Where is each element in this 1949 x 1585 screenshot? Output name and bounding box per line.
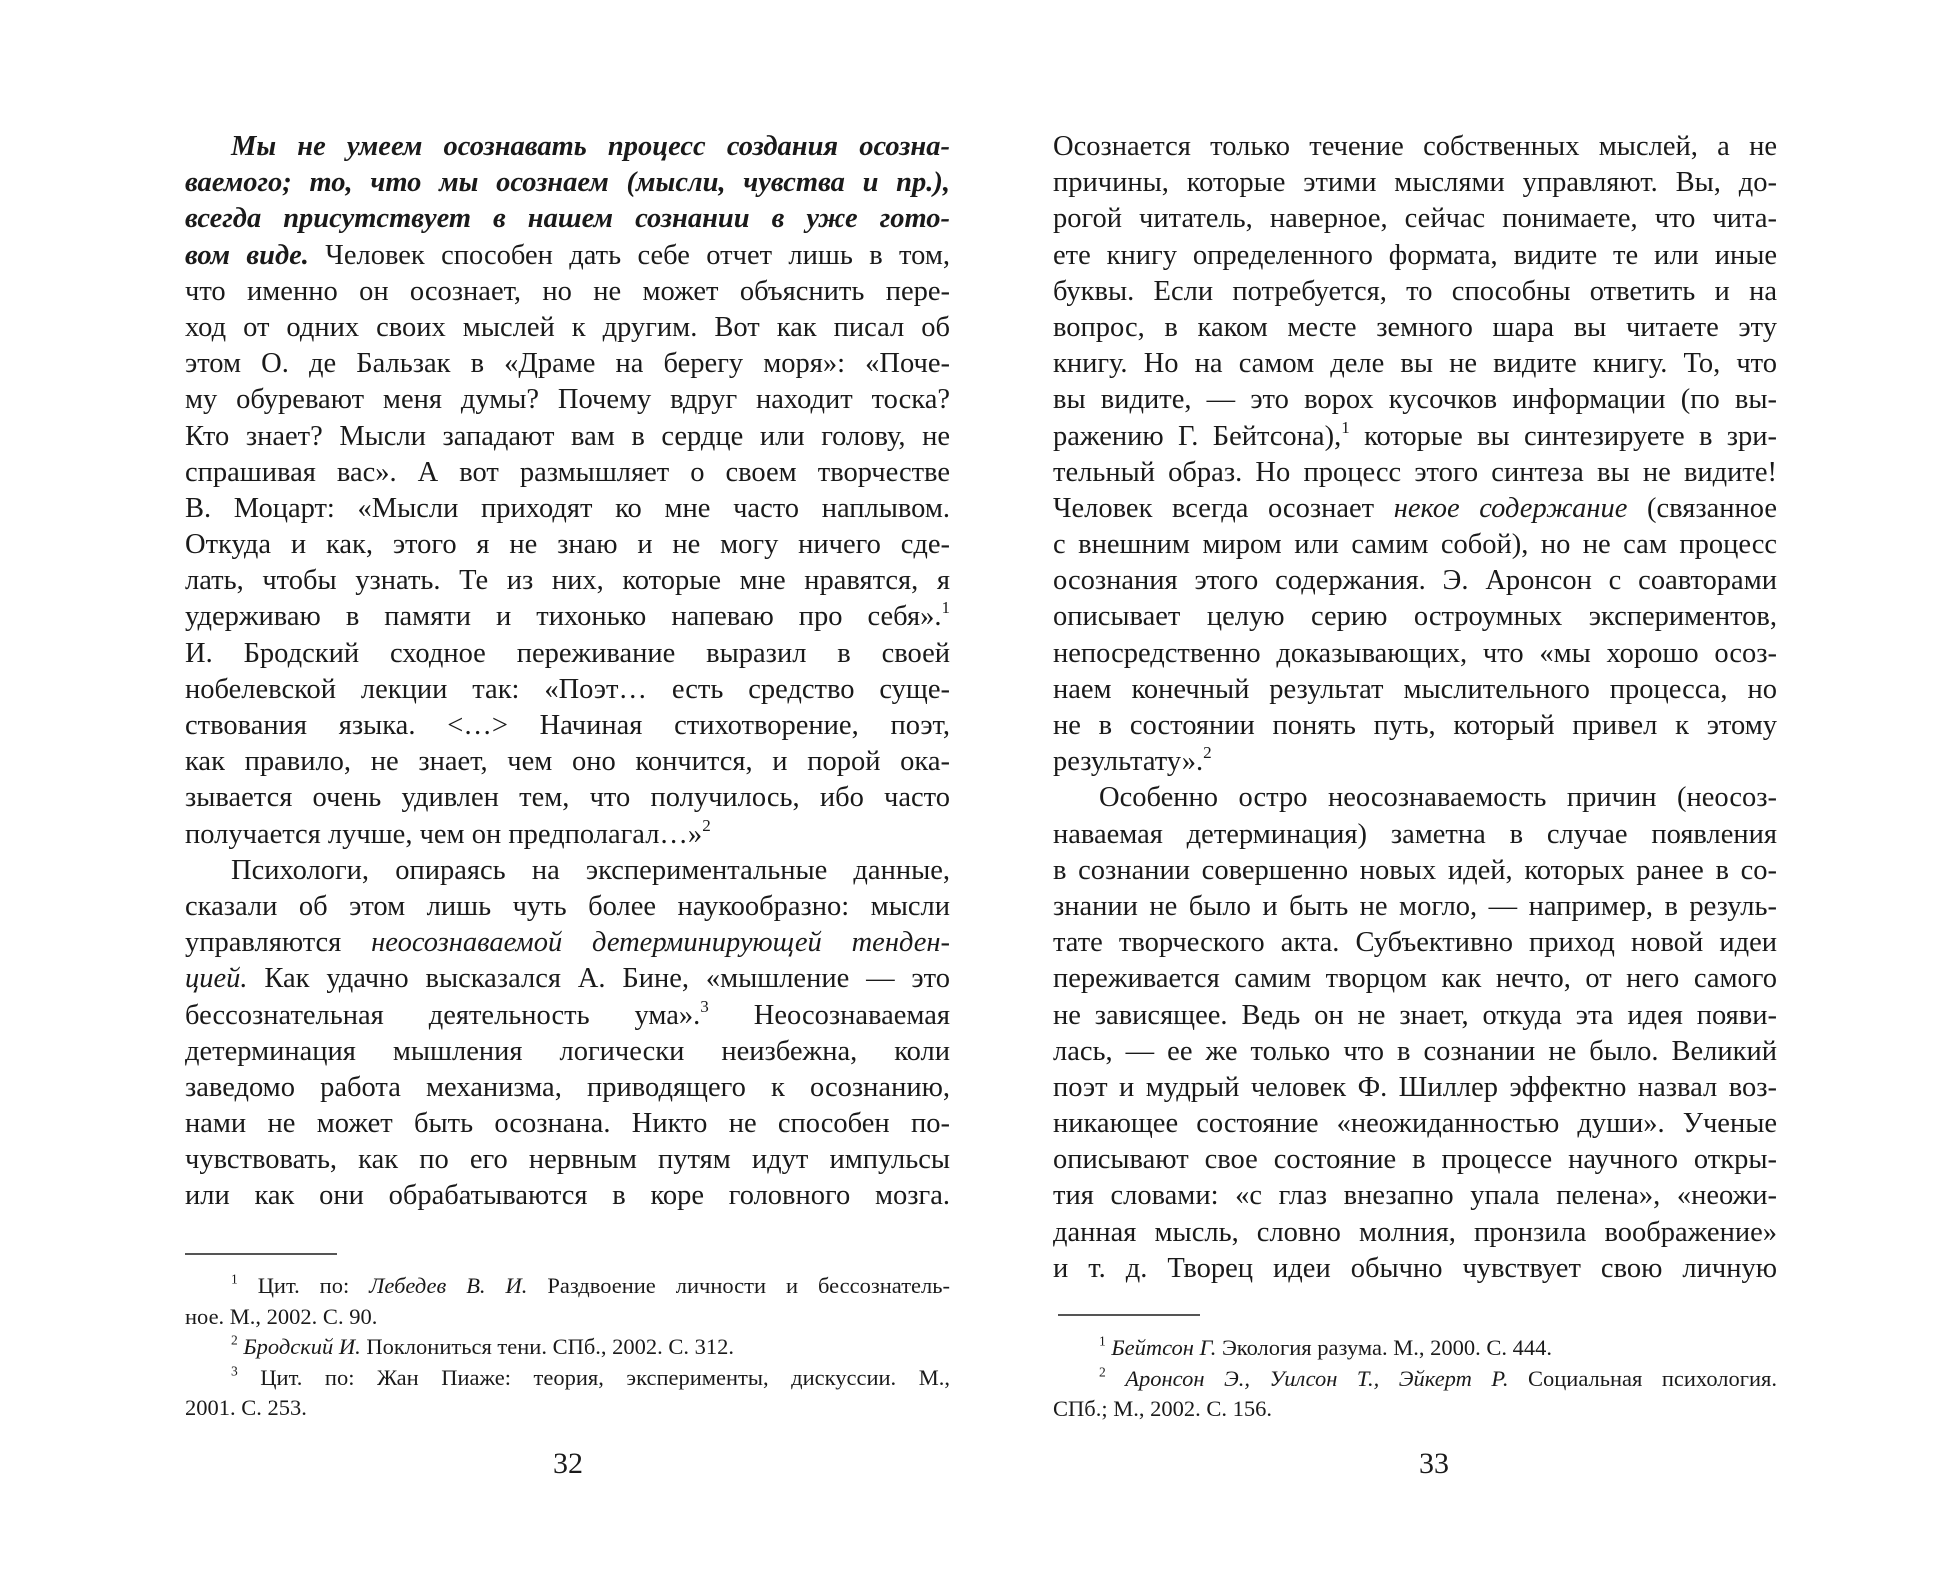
text-run: Как удачно высказался А. Бине, «мышление — это (247, 963, 950, 995)
text-run: получается лучше, чем он предполагал…» (185, 818, 703, 850)
emphasized-text: Бейтсон Г. (1111, 1335, 1217, 1360)
text-line (185, 274, 950, 310)
text-line (185, 780, 950, 816)
footnote-line (185, 1363, 950, 1394)
left-page-body (185, 129, 950, 1215)
text-line (185, 527, 950, 563)
text-run: ное. М., 2002. С. 90. (185, 1303, 378, 1329)
text-run: Кто знает? Мысли западают вам в сердце или голову, не (185, 420, 950, 452)
text-line (185, 599, 950, 635)
footnote-line (1053, 1333, 1777, 1364)
footnote-line (1053, 1394, 1777, 1425)
text-line (1053, 1070, 1777, 1106)
text-run: заведомо работа механизма, приводящего к осознанию, (185, 1071, 950, 1103)
text-line (1053, 527, 1777, 563)
text-run (1106, 1366, 1126, 1391)
text-run: В. Моцарт: «Мысли приходят ко мне часто наплывом. (185, 492, 950, 524)
text-run: рогой читатель, наверное, сейчас понимаете, что чита- (1053, 203, 1777, 235)
text-run: не в состоянии понять путь, который привел к этому (1053, 710, 1777, 741)
text-line (1053, 744, 1777, 780)
text-run: И. Бродский сходное переживание выразил в своей (185, 637, 950, 669)
text-run: вы видите, — это ворох кусочков информации (по вы- (1053, 384, 1777, 416)
text-line (185, 1106, 950, 1142)
text-line (185, 419, 950, 455)
text-run: результату». (1053, 746, 1204, 778)
text-line (1053, 1178, 1777, 1214)
text-run: знании не было и быть не могло, — например, в резуль- (1053, 890, 1777, 922)
footnote-marker: 1 (1341, 417, 1350, 437)
text-run: наем конечный результат мыслительного процесса, но (1053, 673, 1777, 705)
text-line (1053, 925, 1777, 961)
text-run: управляются (185, 927, 372, 959)
emphasized-text: Мы не умеем осознавать процесс создания осозна- (231, 131, 950, 162)
text-run: описывают свое состояние в процессе научного откры- (1053, 1144, 1777, 1176)
text-line (185, 1034, 950, 1070)
text-line (185, 310, 950, 346)
emphasized-text: некое содержание (1393, 492, 1628, 524)
emphasized-text: вом виде. (185, 239, 309, 271)
text-run: буквы. Если потребуется, то способны ответить и на (1053, 275, 1777, 307)
text-run: СПб.; М., 2002. С. 156. (1053, 1396, 1272, 1421)
text-run: осознания этого содержания. Э. Аронсон с соавторами (1053, 565, 1777, 597)
text-line (1053, 238, 1777, 274)
text-line (1053, 165, 1777, 201)
text-run: сказали об этом лишь чуть более наукообразно: мысли (185, 890, 950, 922)
text-line (185, 672, 950, 708)
text-line (185, 889, 950, 925)
page-number-right: 33 (1419, 1447, 1449, 1480)
text-line (1053, 1142, 1777, 1178)
emphasized-text: Лебедев В. И. (369, 1273, 528, 1298)
text-line (1053, 708, 1777, 744)
text-line (185, 201, 950, 237)
text-line (185, 491, 950, 527)
footnote-marker: 2 (702, 815, 711, 835)
text-run: 2001. С. 253. (185, 1395, 307, 1420)
emphasized-text: неосознаваемой детерминирующей тенден- (371, 927, 950, 959)
text-run: тельный образ. Но процесс этого синтеза вы не видите! (1053, 456, 1777, 488)
text-line (185, 563, 950, 599)
text-run: с внешним миром или самим собой), но не сам процесс (1053, 529, 1777, 561)
emphasized-text: ваемого; то, что мы осознаем (мысли, чувства и пр.), (185, 167, 950, 199)
footnote-marker: 2 (1203, 743, 1212, 763)
page-number-left: 32 (553, 1447, 583, 1480)
text-run: в сознании совершенно новых идей, которых ранее в со- (1053, 854, 1777, 886)
text-line (1053, 672, 1777, 708)
text-run: Поклониться тени. СПб., 2002. С. 312. (360, 1334, 735, 1359)
text-run: му обуревают меня думы? Почему вдруг находит тоска? (185, 384, 950, 416)
text-line (1053, 563, 1777, 599)
footnote-marker: 3 (231, 1363, 238, 1379)
text-run: зывается очень удивлен тем, что получилось, ибо часто (185, 782, 950, 814)
text-run: как правило, не знает, чем оно кончится, и порой ока- (185, 746, 950, 778)
text-run: Человек способен дать себе отчет лишь в том, (308, 239, 950, 271)
footnote-separator-right (1058, 1314, 1200, 1316)
text-line (1053, 419, 1777, 455)
text-run: что именно он осознает, но не может объяснить пере- (185, 275, 950, 307)
text-run: чувствовать, как по его нервным путям идут импульсы (185, 1144, 950, 1176)
text-line (185, 165, 950, 201)
text-run: книгу. Но на самом деле вы не видите книгу. То, что (1053, 348, 1777, 380)
text-run: наваемая детерминация) заметна в случае появления (1053, 818, 1777, 850)
text-line (1053, 346, 1777, 382)
text-line (185, 925, 950, 961)
text-run: Раздвоение личности и бессознатель- (527, 1273, 950, 1298)
text-line (1053, 889, 1777, 925)
footnote-line (185, 1302, 950, 1333)
text-line (1053, 961, 1777, 997)
text-run: бессознательная деятельность ума». (185, 999, 701, 1031)
text-line (185, 346, 950, 382)
text-line (185, 817, 950, 853)
footnote-line (185, 1271, 950, 1302)
text-run: переживается самим творцом как нечто, от него самого (1053, 963, 1777, 995)
text-run: Социальная психология. (1508, 1365, 1778, 1391)
text-line (185, 708, 950, 744)
text-run: нами не может быть осознана. Никто не способен по- (185, 1108, 950, 1140)
text-run: не зависящее. Ведь он не знает, откуда эта идея появи- (1053, 999, 1777, 1031)
text-run: ствования языка. <…> Начиная стихотворение, поэт, (185, 710, 950, 741)
text-run: Неосознаваемая (708, 999, 950, 1031)
text-run: Осознается только течение собственных мыслей, а не (1053, 131, 1777, 162)
text-run: поэт и мудрый человек Ф. Шиллер эффектно назвал воз- (1053, 1071, 1777, 1103)
text-line (1053, 599, 1777, 635)
text-line (1053, 1106, 1777, 1142)
text-line (185, 455, 950, 491)
text-run: детерминация мышления логически неизбежна, коли (185, 1035, 950, 1067)
text-line (185, 1178, 950, 1214)
text-run: ражению Г. Бейтсона), (1053, 420, 1342, 452)
footnote-marker: 3 (700, 996, 709, 1016)
text-line (1053, 201, 1777, 237)
text-line (1053, 491, 1777, 527)
text-run: которые вы синтезируете в зри- (1349, 420, 1777, 452)
text-run: никающее состояние «неожиданностью души». Ученые (1053, 1108, 1777, 1140)
text-line (1053, 129, 1777, 165)
text-line (1053, 636, 1777, 672)
text-line (1053, 1215, 1777, 1251)
text-line (185, 382, 950, 418)
footnote-marker: 1 (231, 1271, 238, 1287)
footnote-marker: 1 (1099, 1333, 1106, 1349)
text-run: нобелевской лекции так: «Поэт… есть средство суще- (185, 673, 950, 705)
text-run: Цит. по: (237, 1273, 370, 1298)
text-line (1053, 1251, 1777, 1287)
text-run: (связанное (1627, 492, 1777, 524)
text-run: лась, — ее же только что в сознании не было. Великий (1053, 1035, 1777, 1067)
text-run: Особенно остро неосознаваемость причин (неосоз- (1099, 782, 1777, 814)
text-run: или как они обрабатываются в коре головного мозга. (185, 1180, 950, 1212)
text-line (1053, 274, 1777, 310)
text-line (185, 636, 950, 672)
emphasized-text: всегда присутствует в нашем сознании в уже гото- (185, 203, 950, 235)
text-run: описывает целую серию остроумных экспериментов, (1053, 601, 1777, 633)
footnote-marker: 1 (941, 598, 950, 618)
text-run: Человек всегда осознает (1053, 492, 1394, 524)
text-line (185, 998, 950, 1034)
text-line (1053, 455, 1777, 491)
text-run: причины, которые этими мыслями управляют. Вы, до- (1053, 167, 1777, 199)
text-line (185, 129, 950, 165)
text-run: непосредственно доказывающих, что «мы хорошо осоз- (1053, 637, 1777, 669)
right-page-footnotes (1053, 1333, 1777, 1425)
right-page-body (1053, 129, 1777, 1287)
text-line (185, 961, 950, 997)
text-run: и т. д. Творец идеи обычно чувствует свою личную (1053, 1252, 1777, 1284)
text-run: Экология разума. М., 2000. С. 444. (1216, 1335, 1552, 1360)
text-run: Цит. по: Жан Пиаже: теория, эксперименты, дискуссии. М., (237, 1364, 950, 1390)
text-line (1053, 853, 1777, 889)
text-line (185, 238, 950, 274)
text-run: Психологи, опираясь на экспериментальные данные, (231, 854, 950, 886)
text-line (1053, 1034, 1777, 1070)
footnote-line (1053, 1364, 1777, 1395)
text-line (1053, 382, 1777, 418)
text-run: спрашивая вас». А вот размышляет о своем творчестве (185, 456, 950, 488)
footnote-separator-left (185, 1253, 337, 1255)
text-line (185, 1070, 950, 1106)
text-line (185, 853, 950, 889)
text-run: тия словами: «с глаз внезапно упала пелена», «неожи- (1053, 1180, 1777, 1212)
emphasized-text: Бродский И. (243, 1334, 361, 1359)
text-run: вопрос, в каком месте земного шара вы читаете эту (1053, 311, 1777, 343)
text-run: тате творческого акта. Субъективно приход новой идеи (1053, 927, 1777, 959)
footnote-line (185, 1393, 950, 1424)
emphasized-text: цией. (185, 963, 248, 995)
text-line (1053, 998, 1777, 1034)
text-run: этом О. де Бальзак в «Драме на берегу моря»: «Поче- (185, 348, 950, 380)
footnote-marker: 2 (1099, 1364, 1106, 1380)
text-run: ете книгу определенного формата, видите те или иные (1053, 239, 1777, 271)
text-line (1053, 780, 1777, 816)
footnote-line (185, 1332, 950, 1363)
footnote-marker: 2 (231, 1332, 238, 1348)
text-run: данная мысль, словно молния, пронзила воображение» (1053, 1216, 1777, 1248)
emphasized-text: Аронсон Э., Уилсон Т., Эйкерт Р. (1125, 1365, 1509, 1391)
text-line (1053, 310, 1777, 346)
text-line (185, 744, 950, 780)
text-line (185, 1142, 950, 1178)
text-line (1053, 817, 1777, 853)
left-page-footnotes (185, 1271, 950, 1424)
text-run: Откуда и как, этого я не знаю и не могу ничего сде- (185, 529, 950, 561)
text-run: удерживаю в памяти и тихонько напеваю про себя». (185, 601, 942, 633)
text-run: лать, чтобы узнать. Те из них, которые мне нравятся, я (185, 565, 950, 597)
text-run: ход от одних своих мыслей к другим. Вот как писал об (185, 311, 950, 343)
